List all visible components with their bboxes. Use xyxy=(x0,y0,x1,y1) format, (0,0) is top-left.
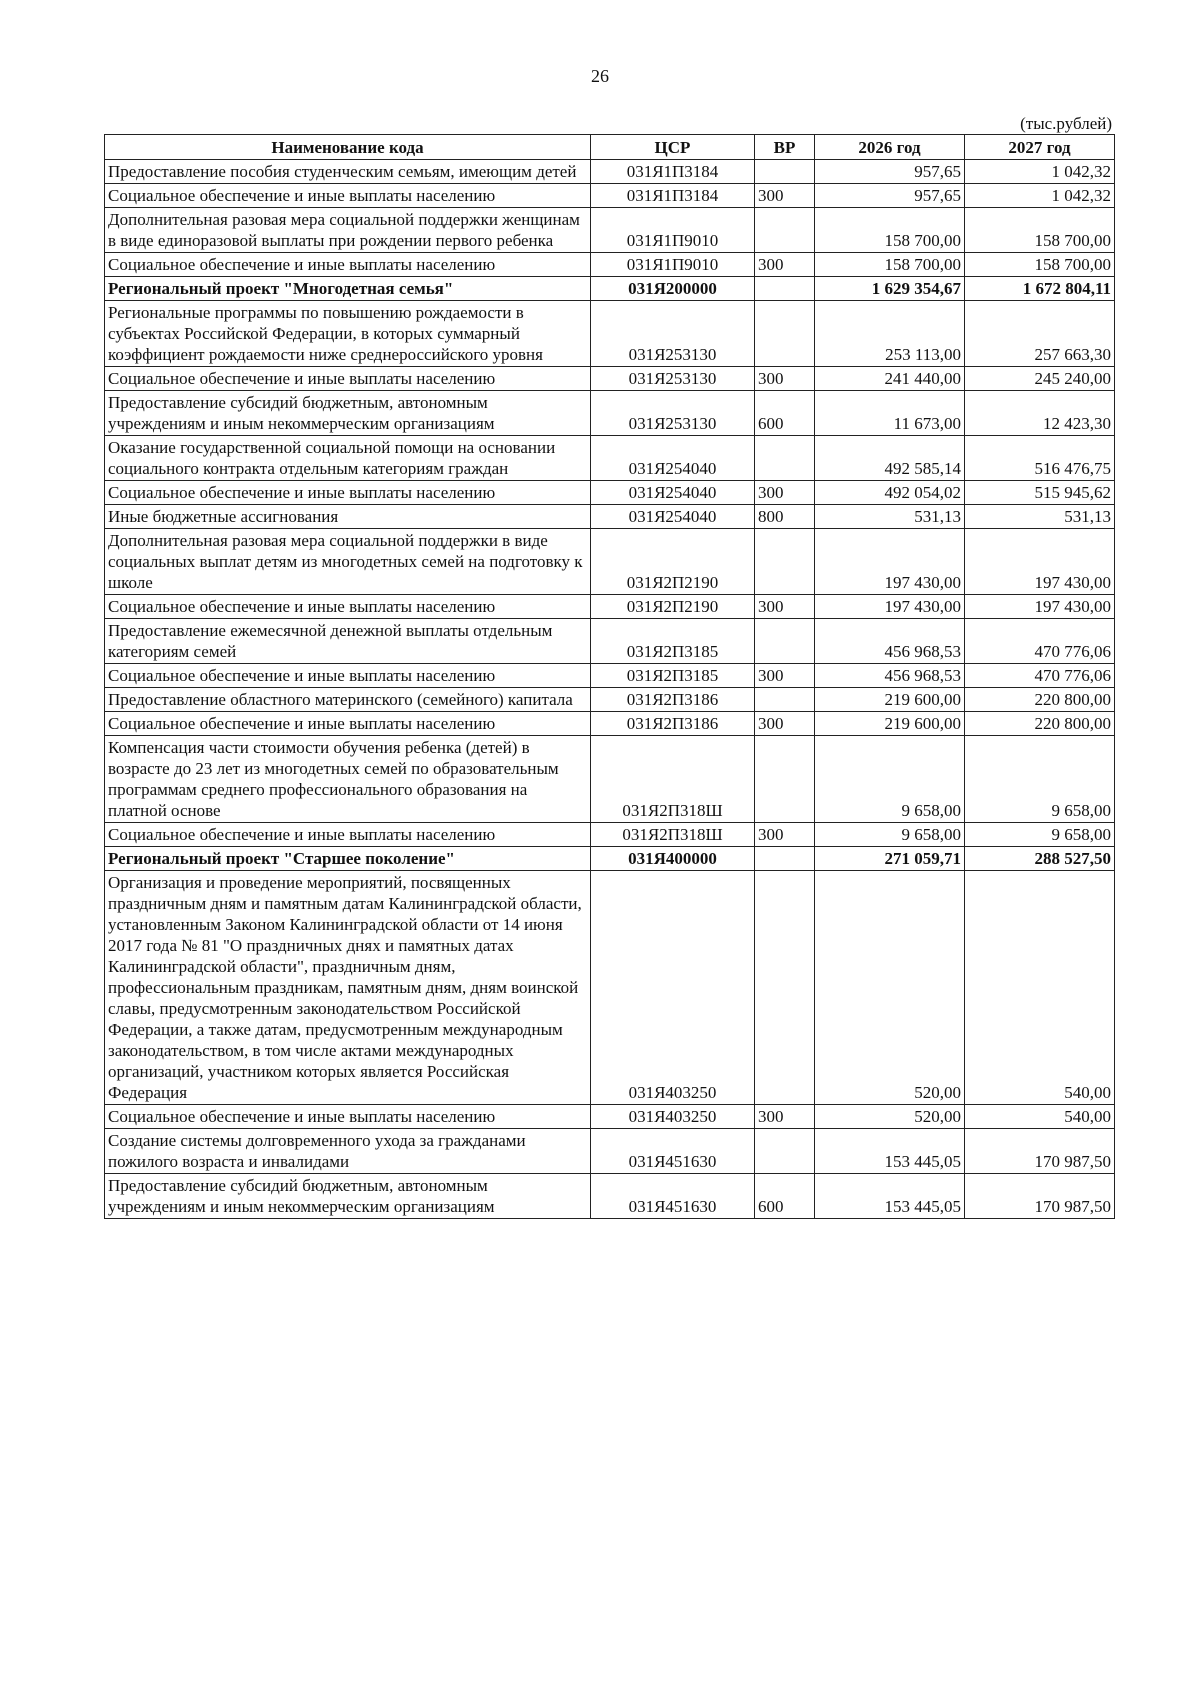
table-row xyxy=(105,481,1115,505)
cell-2027: 158 700,00 xyxy=(965,208,1115,253)
cell-2026: 456 968,53 xyxy=(815,664,965,688)
cell-name: Социальное обеспечение и иные выплаты населению xyxy=(105,595,591,619)
cell-name: Предоставление пособия студенческим семьям, имеющим детей xyxy=(105,160,591,184)
cell-csr: 031Я1П3184 xyxy=(591,160,755,184)
table-row xyxy=(105,847,1115,871)
cell-csr: 031Я451630 xyxy=(591,1174,755,1219)
cell-2027: 515 945,62 xyxy=(965,481,1115,505)
cell-vr: 800 xyxy=(755,505,815,529)
cell-2027: 1 042,32 xyxy=(965,184,1115,208)
cell-2027: 1 042,32 xyxy=(965,160,1115,184)
cell-csr: 031Я2П318Ш xyxy=(591,736,755,823)
table-row xyxy=(105,529,1115,595)
cell-csr: 031Я451630 xyxy=(591,1129,755,1174)
table-row xyxy=(105,736,1115,823)
cell-2027: 245 240,00 xyxy=(965,367,1115,391)
cell-2026: 957,65 xyxy=(815,160,965,184)
header-2027: 2027 год xyxy=(965,135,1115,160)
cell-name: Дополнительная разовая мера социальной поддержки в виде социальных выплат детям из многодетных семей на подготовку к школе xyxy=(105,529,591,595)
table-row xyxy=(105,184,1115,208)
cell-2026: 153 445,05 xyxy=(815,1174,965,1219)
table-row xyxy=(105,277,1115,301)
cell-2026: 957,65 xyxy=(815,184,965,208)
cell-name: Дополнительная разовая мера социальной поддержки женщинам в виде единоразовой выплаты при рождении первого ребенка xyxy=(105,208,591,253)
cell-vr: 300 xyxy=(755,184,815,208)
cell-2026: 241 440,00 xyxy=(815,367,965,391)
cell-csr: 031Я2П2190 xyxy=(591,595,755,619)
cell-csr: 031Я2П3185 xyxy=(591,664,755,688)
cell-name: Предоставление областного материнского (семейного) капитала xyxy=(105,688,591,712)
cell-name: Предоставление субсидий бюджетным, автономным учреждениям и иным некоммерческим организациям xyxy=(105,1174,591,1219)
cell-2027: 220 800,00 xyxy=(965,688,1115,712)
cell-csr: 031Я403250 xyxy=(591,871,755,1105)
cell-vr: 300 xyxy=(755,823,815,847)
cell-2027: 158 700,00 xyxy=(965,253,1115,277)
cell-2027: 170 987,50 xyxy=(965,1174,1115,1219)
header-csr: ЦСР xyxy=(591,135,755,160)
cell-vr: 300 xyxy=(755,1105,815,1129)
header-2026: 2026 год xyxy=(815,135,965,160)
cell-vr: 300 xyxy=(755,664,815,688)
table-row xyxy=(105,301,1115,367)
cell-csr: 031Я254040 xyxy=(591,436,755,481)
cell-2026: 520,00 xyxy=(815,871,965,1105)
cell-vr xyxy=(755,160,815,184)
table-row xyxy=(105,367,1115,391)
cell-2026: 531,13 xyxy=(815,505,965,529)
cell-csr: 031Я253130 xyxy=(591,367,755,391)
table-row xyxy=(105,871,1115,1105)
cell-name: Предоставление субсидий бюджетным, автономным учреждениям и иным некоммерческим организациям xyxy=(105,391,591,436)
cell-vr xyxy=(755,208,815,253)
cell-vr xyxy=(755,301,815,367)
table-row xyxy=(105,595,1115,619)
table-row xyxy=(105,619,1115,664)
cell-2026: 158 700,00 xyxy=(815,253,965,277)
cell-vr: 600 xyxy=(755,391,815,436)
table-row xyxy=(105,208,1115,253)
cell-name: Предоставление ежемесячной денежной выплаты отдельным категориям семей xyxy=(105,619,591,664)
cell-name: Социальное обеспечение и иные выплаты населению xyxy=(105,367,591,391)
cell-2026: 9 658,00 xyxy=(815,823,965,847)
cell-csr: 031Я403250 xyxy=(591,1105,755,1129)
table-row xyxy=(105,1105,1115,1129)
cell-name: Организация и проведение мероприятий, посвященных праздничным дням и памятным датам Калининградской области, установленным Законом Калининградской области от 14 июня 2017 года № 81 "О праздничных днях и памятных датах Калининградской области", праздничным дням, профессиональным праздникам, памятным дням, дням воинской славы, предусмотренным законодательством Российской Федерации, а также датам, предусмотренным международным законодательством, в том числе актами международных организаций, участником которых является Российская Федерация xyxy=(105,871,591,1105)
cell-csr: 031Я1П9010 xyxy=(591,253,755,277)
cell-2026: 158 700,00 xyxy=(815,208,965,253)
cell-name: Социальное обеспечение и иные выплаты населению xyxy=(105,823,591,847)
cell-name: Социальное обеспечение и иные выплаты населению xyxy=(105,664,591,688)
cell-vr xyxy=(755,847,815,871)
cell-vr: 600 xyxy=(755,1174,815,1219)
table-body xyxy=(105,160,1115,1219)
cell-2027: 197 430,00 xyxy=(965,595,1115,619)
table-header-row xyxy=(105,135,1115,160)
cell-vr: 300 xyxy=(755,367,815,391)
cell-csr: 031Я2П3186 xyxy=(591,712,755,736)
cell-vr xyxy=(755,436,815,481)
cell-2027: 257 663,30 xyxy=(965,301,1115,367)
cell-name: Создание системы долговременного ухода за гражданами пожилого возраста и инвалидами xyxy=(105,1129,591,1174)
cell-2027: 540,00 xyxy=(965,1105,1115,1129)
cell-2026: 11 673,00 xyxy=(815,391,965,436)
cell-name: Региональные программы по повышению рождаемости в субъектах Российской Федерации, в которых суммарный коэффициент рождаемости ниже среднероссийского уровня xyxy=(105,301,591,367)
cell-2026: 219 600,00 xyxy=(815,712,965,736)
units-label: (тыс.рублей) xyxy=(1020,114,1112,133)
cell-name: Социальное обеспечение и иные выплаты населению xyxy=(105,1105,591,1129)
table-row xyxy=(105,505,1115,529)
cell-2027: 288 527,50 xyxy=(965,847,1115,871)
cell-2027: 220 800,00 xyxy=(965,712,1115,736)
table-row xyxy=(105,436,1115,481)
cell-2026: 9 658,00 xyxy=(815,736,965,823)
table-row xyxy=(105,253,1115,277)
cell-name: Иные бюджетные ассигнования xyxy=(105,505,591,529)
cell-csr: 031Я2П2190 xyxy=(591,529,755,595)
cell-csr: 031Я2П3185 xyxy=(591,619,755,664)
cell-name: Региональный проект "Старшее поколение" xyxy=(105,847,591,871)
cell-2026: 197 430,00 xyxy=(815,595,965,619)
cell-2027: 170 987,50 xyxy=(965,1129,1115,1174)
cell-csr: 031Я253130 xyxy=(591,391,755,436)
cell-vr: 300 xyxy=(755,253,815,277)
table-row xyxy=(105,712,1115,736)
cell-vr: 300 xyxy=(755,481,815,505)
header-vr: ВР xyxy=(755,135,815,160)
cell-vr xyxy=(755,277,815,301)
cell-csr: 031Я2П3186 xyxy=(591,688,755,712)
cell-2026: 271 059,71 xyxy=(815,847,965,871)
cell-csr: 031Я254040 xyxy=(591,505,755,529)
budget-table xyxy=(104,134,1115,1219)
page-number: 26 xyxy=(591,66,609,86)
table-row xyxy=(105,823,1115,847)
cell-vr xyxy=(755,688,815,712)
cell-2027: 9 658,00 xyxy=(965,823,1115,847)
table-row xyxy=(105,1174,1115,1219)
cell-name: Компенсация части стоимости обучения ребенка (детей) в возрасте до 23 лет из многодетных семей по образовательным программам среднего профессионального образования на платной основе xyxy=(105,736,591,823)
cell-2026: 253 113,00 xyxy=(815,301,965,367)
cell-vr: 300 xyxy=(755,712,815,736)
cell-name: Социальное обеспечение и иные выплаты населению xyxy=(105,184,591,208)
cell-2026: 153 445,05 xyxy=(815,1129,965,1174)
cell-2027: 531,13 xyxy=(965,505,1115,529)
cell-vr: 300 xyxy=(755,595,815,619)
cell-vr xyxy=(755,529,815,595)
cell-csr: 031Я2П318Ш xyxy=(591,823,755,847)
table-row xyxy=(105,391,1115,436)
table-row xyxy=(105,160,1115,184)
cell-name: Социальное обеспечение и иные выплаты населению xyxy=(105,481,591,505)
cell-name: Оказание государственной социальной помощи на основании социального контракта отдельным категориям граждан xyxy=(105,436,591,481)
cell-vr xyxy=(755,871,815,1105)
cell-csr: 031Я200000 xyxy=(591,277,755,301)
cell-vr xyxy=(755,619,815,664)
cell-csr: 031Я400000 xyxy=(591,847,755,871)
cell-vr xyxy=(755,736,815,823)
cell-2027: 197 430,00 xyxy=(965,529,1115,595)
cell-2027: 1 672 804,11 xyxy=(965,277,1115,301)
cell-2027: 12 423,30 xyxy=(965,391,1115,436)
table-row xyxy=(105,688,1115,712)
cell-2026: 197 430,00 xyxy=(815,529,965,595)
header-name: Наименование кода xyxy=(105,135,591,160)
table-row xyxy=(105,664,1115,688)
cell-2027: 540,00 xyxy=(965,871,1115,1105)
cell-2026: 1 629 354,67 xyxy=(815,277,965,301)
cell-2027: 470 776,06 xyxy=(965,619,1115,664)
cell-csr: 031Я253130 xyxy=(591,301,755,367)
cell-2026: 456 968,53 xyxy=(815,619,965,664)
cell-2027: 470 776,06 xyxy=(965,664,1115,688)
cell-vr xyxy=(755,1129,815,1174)
cell-name: Социальное обеспечение и иные выплаты населению xyxy=(105,712,591,736)
cell-2027: 516 476,75 xyxy=(965,436,1115,481)
cell-2027: 9 658,00 xyxy=(965,736,1115,823)
cell-2026: 492 054,02 xyxy=(815,481,965,505)
cell-2026: 219 600,00 xyxy=(815,688,965,712)
cell-2026: 520,00 xyxy=(815,1105,965,1129)
cell-name: Социальное обеспечение и иные выплаты населению xyxy=(105,253,591,277)
cell-csr: 031Я254040 xyxy=(591,481,755,505)
cell-csr: 031Я1П3184 xyxy=(591,184,755,208)
cell-csr: 031Я1П9010 xyxy=(591,208,755,253)
cell-name: Региональный проект "Многодетная семья" xyxy=(105,277,591,301)
table-row xyxy=(105,1129,1115,1174)
cell-2026: 492 585,14 xyxy=(815,436,965,481)
